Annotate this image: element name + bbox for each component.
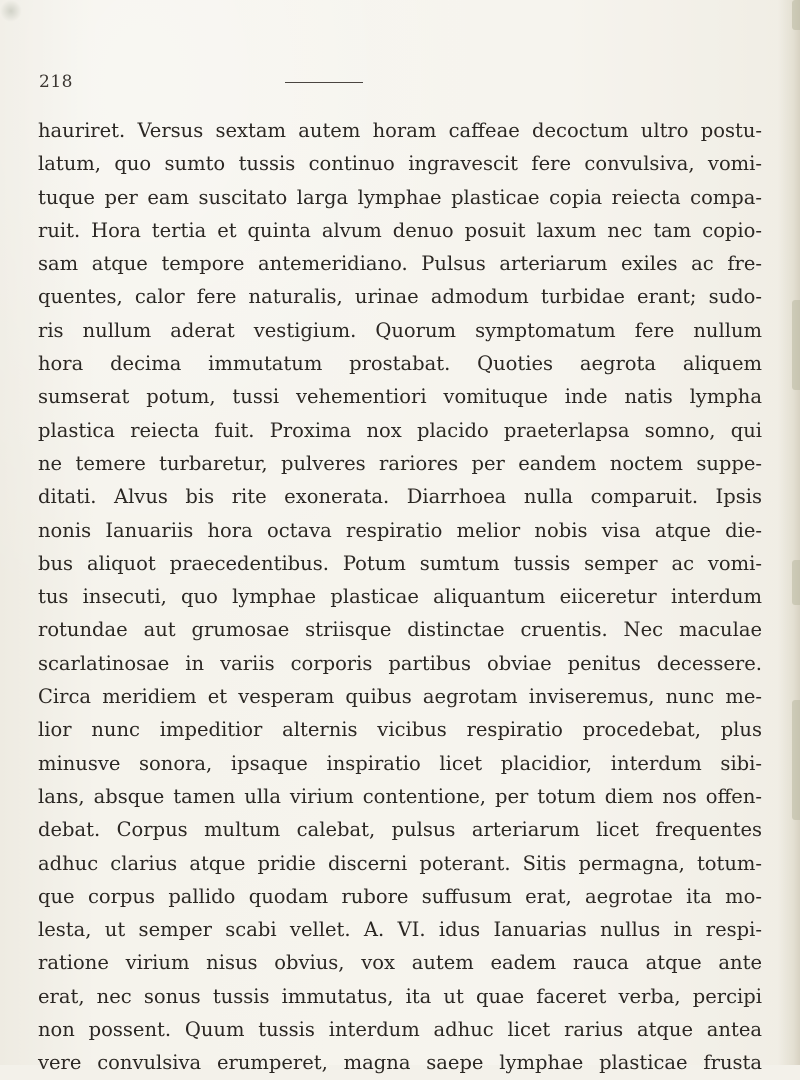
edge-stain [792,0,800,30]
text-line: ratione virium nisus obvius, vox autem eadem rauca atque ante [38,951,762,975]
text-line: vere convulsiva erumperet, magna saepe lymphae plasticae frusta [38,1051,762,1075]
text-line: lior nunc impeditior alternis vicibus respiratio procedebat, plus [38,718,762,742]
text-line: que corpus pallido quodam rubore suffusum erat, aegrotae ita mo- [38,884,762,908]
text-line: minusve sonora, ipsaque inspiratio licet placidior, interdum sibi- [38,751,762,775]
text-line: bus aliquot praecedentibus. Potum sumtum tussis semper ac vomi- [38,551,762,575]
text-line: non possent. Quum tussis interdum adhuc licet rarius atque antea [38,1018,762,1042]
text-line: nonis Ianuariis hora octava respiratio melior nobis visa atque die- [38,518,762,542]
text-line: hauriret. Versus sextam autem horam caffeae decoctum ultro postu- [38,119,762,142]
text-line: erat, nec sonus tussis immutatus, ita ut quae faceret verba, percipi [38,984,762,1008]
page-number: 218 [39,72,73,92]
edge-stain [792,300,800,390]
text-line: plastica reiecta fuit. Proxima nox placido praeterlapsa somno, qui [38,418,762,442]
edge-stain [792,700,800,820]
text-line: ne temere turbaretur, pulveres rariores per eandem noctem suppe- [38,451,762,475]
text-line: lesta, ut semper scabi vellet. A. VI. idus Ianuarias nullus in respi- [38,918,762,942]
paper-stain [0,0,22,22]
body-text [38,114,762,1080]
text-line: ruit. Hora tertia et quinta alvum denuo posuit laxum nec tam copio- [38,218,762,242]
text-line: Circa meridiem et vesperam quibus aegrotam inviseremus, nunc me- [38,685,762,709]
text-line: scarlatinosae in variis corporis partibus obviae penitus decessere. [38,651,762,675]
text-line: tuque per eam suscitato larga lymphae plasticae copia reiecta compa- [38,185,762,209]
text-line: sumserat potum, tussi vehementiori vomituque inde natis lympha [38,385,762,409]
text-line: sam atque tempore antemeridiano. Pulsus arteriarum exiles ac fre- [38,252,762,276]
text-line: ditati. Alvus bis rite exonerata. Diarrhoea nulla comparuit. Ipsis [38,485,762,509]
text-line: adhuc clarius atque pridie discerni poterant. Sitis permagna, totum- [38,851,762,875]
text-line: lans, absque tamen ulla virium contentione, per totum diem nos offen- [38,784,762,808]
page-edge [778,0,800,1065]
text-line: rotundae aut grumosae striisque distinctae cruentis. Nec maculae [38,618,762,642]
header-rule [285,82,363,83]
text-line: ris nullum aderat vestigium. Quorum symptomatum fere nullum [38,318,762,342]
text-line: debat. Corpus multum calebat, pulsus arteriarum licet frequentes [38,818,762,842]
text-line: hora decima immutatum prostabat. Quoties aegrota aliquem [38,352,762,376]
text-line: quentes, calor fere naturalis, urinae admodum turbidae erant; sudo- [38,285,762,309]
text-line: tus insecuti, quo lymphae plasticae aliquantum eiiceretur interdum [38,585,762,609]
text-line: latum, quo sumto tussis continuo ingravescit fere convulsiva, vomi- [38,152,762,176]
edge-stain [792,560,800,605]
